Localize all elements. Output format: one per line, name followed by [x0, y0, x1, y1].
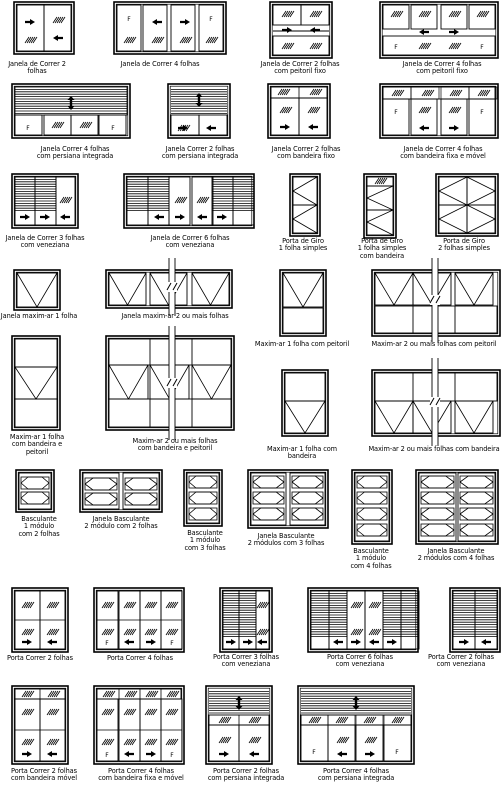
caption-janela-correr-4-peitoril: Janela de Correr 4 folhas com peitoril fixo [402, 60, 482, 76]
porta-correr-6-veneziana [308, 588, 419, 652]
basculante-blade [85, 493, 117, 505]
glass-hatch-icon [249, 717, 261, 723]
janela-correr-4-bandeira [380, 84, 498, 138]
glass-hatch-icon [166, 739, 178, 745]
arrow-left-icon [60, 214, 70, 220]
basculante-2-4 [416, 470, 498, 544]
glass-hatch-icon [145, 602, 157, 608]
glass-hatch-icon [365, 737, 377, 743]
glass-hatch-icon [22, 691, 34, 697]
arrow-left-icon [419, 125, 429, 131]
porta-giro-2 [436, 174, 498, 236]
caption-porta-giro-2: Porta de Giro 2 folhas simples [438, 237, 490, 253]
basculante-blade [189, 476, 217, 488]
glass-hatch-icon [278, 89, 290, 95]
arrow-right-icon [180, 19, 190, 25]
inner-frame [418, 472, 496, 542]
glass-hatch-icon [364, 717, 376, 723]
janela-maxim-ar-1 [14, 270, 60, 310]
arrow-left-icon [197, 214, 207, 220]
basculante-blade [292, 492, 323, 504]
glass-hatch-icon [124, 709, 136, 715]
maxim-ar-opening [455, 401, 493, 433]
caption-maxim-ar-1-bandeira-peitoril: Maxim-ar 1 folha com bandeira e peitoril [9, 433, 65, 456]
fixed-panel-letter: F [170, 752, 174, 759]
caption-porta-correr-6-veneziana: Porta Correr 6 folhas com veneziana [327, 653, 393, 669]
basculante-blade [357, 492, 387, 504]
inner-frame [354, 472, 390, 542]
glass-hatch-icon [53, 17, 65, 23]
glass-hatch-icon [282, 43, 294, 49]
glass-hatch-icon [102, 629, 114, 635]
basculante-blade [292, 508, 323, 520]
glass-hatch-icon [47, 629, 59, 635]
basculante-1-3 [184, 470, 222, 526]
glass-hatch-icon [478, 90, 490, 96]
caption-basculante-2-4: Janela Basculante 2 módulos com 4 folhas [417, 547, 495, 563]
glass-hatch-icon [152, 37, 164, 43]
glass-hatch-icon [449, 11, 461, 17]
caption-basculante-1-4: Basculante 1 módulo com 4 folhas [350, 547, 392, 570]
outer-frame [114, 2, 226, 54]
caption-maxim-ar-2-peitoril: Maxim-ar 2 ou mais folhas com peitoril [371, 340, 497, 348]
glass-hatch-icon [102, 739, 114, 745]
basculante-blade [253, 508, 284, 520]
arrow-left-icon [47, 751, 57, 757]
arrow-right-icon [282, 27, 292, 33]
arrow-left-icon [333, 639, 343, 645]
glass-hatch-icon [309, 717, 321, 723]
glass-hatch-icon [60, 197, 72, 203]
porta-correr-2-veneziana [450, 588, 500, 652]
glass-hatch-icon [145, 739, 157, 745]
glass-hatch-icon [124, 739, 136, 745]
fixed-panel-letter: F [170, 640, 174, 647]
maxim-ar-opening [455, 273, 493, 305]
glass-hatch-icon [102, 602, 114, 608]
glass-hatch-icon [449, 43, 461, 49]
glass-hatch-icon [310, 89, 322, 95]
maxim-ar-opening [283, 273, 323, 307]
glass-hatch-icon [477, 11, 489, 17]
maxim-ar-1-bandeira [282, 370, 328, 436]
basculante-blade [125, 478, 157, 490]
outer-frame [80, 470, 162, 512]
caption-basculante-2-3: Janela Basculante 2 módulos com 3 folhas [247, 532, 325, 548]
glass-hatch-icon [249, 737, 261, 743]
caption-maxim-ar-2: Janela maxim-ar 2 ou mais folhas [121, 312, 229, 320]
janela-correr-2-peitoril [270, 2, 332, 58]
caption-janela-correr-2-bandeira: Janela Correr 2 folhas com bandeira fixo [271, 145, 341, 161]
basculante-blade [421, 476, 454, 488]
arrow-left-icon [369, 639, 379, 645]
janela-correr-2-bandeira [268, 84, 330, 138]
glass-hatch-icon [419, 11, 431, 17]
outer-frame [184, 470, 222, 526]
glass-hatch-icon [375, 178, 387, 184]
inner-frame [16, 272, 58, 308]
arrow-right-icon [175, 214, 185, 220]
glass-hatch-icon [48, 691, 60, 697]
janela-correr-4-peitoril [380, 2, 498, 58]
glass-hatch-icon [166, 602, 178, 608]
porta-correr-4 [94, 588, 184, 652]
porta-correr-2-persiana [206, 686, 272, 764]
arrow-right-icon [219, 751, 229, 757]
caption-basculante-1-2: Basculante 1 módulo com 2 folhas [18, 515, 60, 538]
arrow-right-icon [459, 639, 469, 645]
outer-frame [16, 470, 54, 512]
fixed-panel-letter: F [127, 16, 131, 23]
arrow-down-icon [68, 106, 75, 110]
caption-porta-giro-1-bandeira: Porta de Giro 1 folha simples com bandeira [357, 237, 407, 260]
arrow-left-icon [152, 19, 162, 25]
glass-hatch-icon [22, 709, 34, 715]
caption-porta-correr-4: Porta Correr 4 folhas [107, 654, 173, 662]
arrow-right-icon [146, 639, 156, 645]
arrow-right-icon [25, 19, 35, 25]
basculante-1-4 [352, 470, 392, 544]
caption-porta-correr-4-bandeira: Porta Correr 4 folhas com bandeira fixa e móvel [98, 767, 184, 783]
outer-frame [416, 470, 498, 544]
porta-giro-1 [290, 174, 320, 236]
basculante-blade [21, 477, 49, 489]
glass-hatch-icon [257, 629, 269, 635]
caption-janela-correr-2-persiana: Janela Correr 2 folhas com persiana integrada [161, 145, 239, 161]
fixed-panel-letter: F [394, 109, 398, 116]
glass-hatch-icon [180, 37, 192, 43]
glass-hatch-icon [166, 709, 178, 715]
maxim-ar-opening [109, 365, 148, 399]
glass-hatch-icon [351, 602, 363, 608]
caption-maxim-ar-1-bandeira: Maxim-ar 1 folha com bandeira [267, 445, 337, 461]
basculante-blade [189, 508, 217, 520]
caption-maxim-ar-2-bandeira-peitoril: Maxim-ar 2 ou mais folhas com bandeira e peitoril [132, 437, 218, 453]
glass-hatch-icon [392, 90, 404, 96]
fixed-panel-letter: F [480, 109, 484, 116]
caption-maxim-ar-1: Janela maxim-ar 1 folha [0, 312, 78, 320]
porta-giro-1-bandeira [364, 174, 396, 238]
inner-frame [366, 176, 394, 236]
glass-hatch-icon [146, 691, 158, 697]
arrow-left-icon [124, 751, 134, 757]
arrow-left-icon [124, 639, 134, 645]
glass-hatch-icon [422, 90, 434, 96]
arrow-right-icon [22, 751, 32, 757]
caption-porta-correr-2: Porta Correr 2 folhas [7, 654, 73, 662]
outer-frame [14, 270, 60, 310]
basculante-blade [421, 524, 454, 536]
porta-correr-4-persiana [298, 686, 414, 764]
glass-hatch-icon [419, 43, 431, 49]
janela-correr-4-persiana [12, 84, 130, 138]
caption-porta-correr-4-persiana: Porta Correr 4 folhas com persiana integrada [317, 767, 395, 783]
glass-hatch-icon [392, 717, 404, 723]
porta-correr-3-veneziana [220, 588, 272, 652]
maxim-ar-opening [375, 273, 413, 305]
caption-janela-correr-6-veneziana: Janela de Correr 6 folhas com veneziana [150, 234, 230, 250]
arrow-left-icon [337, 751, 347, 757]
fixed-panel-letter: F [105, 752, 109, 759]
outer-frame [12, 336, 60, 430]
caption-janela-correr-3-veneziana: Janela de Correr 3 folhas com veneziana [5, 234, 85, 250]
fixed-panel-letter: F [111, 125, 115, 132]
glass-hatch-icon [47, 602, 59, 608]
glass-hatch-icon [369, 602, 381, 608]
basculante-blade [421, 492, 454, 504]
glass-hatch-icon [22, 629, 34, 635]
maxim-ar-opening [109, 273, 146, 305]
caption-janela-correr-4: Janela de Correr 4 folhas [120, 60, 200, 68]
fixed-panel-letter: F [26, 125, 30, 132]
arrow-right-icon [217, 214, 227, 220]
glass-hatch-icon [25, 37, 37, 43]
caption-janela-correr-2: Janela de Correr 2 folhas [8, 60, 66, 76]
janela-correr-3-veneziana [12, 174, 78, 228]
arrow-left-icon [249, 751, 259, 757]
caption-porta-correr-3-veneziana: Porta Correr 3 folhas com veneziana [213, 653, 279, 669]
maxim-ar-opening [285, 401, 325, 433]
glass-hatch-icon [219, 737, 231, 743]
arrow-up-icon [196, 93, 203, 97]
basculante-blade [460, 492, 493, 504]
janela-correr-4 [114, 2, 226, 54]
basculante-blade [460, 524, 493, 536]
fixed-panel-letter: F [480, 44, 484, 51]
basculante-blade [253, 492, 284, 504]
fixed-panel-letter: F [209, 16, 213, 23]
maxim-ar-2-bandeira [372, 358, 500, 446]
glass-hatch-icon [52, 122, 64, 128]
glass-hatch-icon [310, 43, 322, 49]
fixed-panel-letter: F [394, 44, 398, 51]
maxim-ar-1-bandeira-peitoril [12, 336, 60, 430]
arrow-left-icon [53, 35, 63, 41]
fixed-panel-letter: F [312, 749, 316, 756]
glass-hatch-icon [145, 629, 157, 635]
caption-basculante-1-3: Basculante 1 módulo com 3 folhas [184, 529, 226, 552]
glass-hatch-icon [124, 629, 136, 635]
arrow-left-icon [481, 639, 491, 645]
arrow-left-icon [154, 214, 164, 220]
basculante-blade [125, 493, 157, 505]
fixed-panel-letter: F [395, 749, 399, 756]
glass-hatch-icon [280, 107, 292, 113]
fixed-panel-letter: F [105, 640, 109, 647]
caption-porta-correr-2-persiana: Porta Correr 2 folhas com persiana integrada [207, 767, 285, 783]
glass-hatch-icon [167, 691, 179, 697]
basculante-blade [421, 508, 454, 520]
basculante-blade [460, 508, 493, 520]
glass-hatch-icon [175, 197, 187, 203]
basculante-2-3 [248, 470, 328, 528]
arrow-right-icon [387, 639, 397, 645]
basculante-blade [357, 524, 387, 536]
arrow-left-icon [47, 639, 57, 645]
inner-frame [284, 372, 326, 434]
glass-hatch-icon [282, 11, 294, 17]
glass-hatch-icon [310, 11, 322, 17]
arrow-right-icon [449, 125, 459, 131]
glass-hatch-icon [257, 602, 269, 608]
porta-correr-2 [12, 588, 68, 652]
glass-hatch-icon [308, 107, 320, 113]
basculante-blade [85, 478, 117, 490]
outer-frame [282, 370, 328, 436]
basculante-blade [21, 492, 49, 504]
arrow-right-icon [146, 751, 156, 757]
arrow-right-icon [280, 124, 290, 130]
glass-hatch-icon [124, 602, 136, 608]
glass-hatch-icon [125, 691, 137, 697]
janela-correr-2 [14, 2, 74, 54]
glass-hatch-icon [369, 629, 381, 635]
arrow-left-icon [206, 125, 216, 131]
glass-hatch-icon [391, 11, 403, 17]
maxim-ar-opening [375, 401, 413, 433]
glass-hatch-icon [449, 107, 461, 113]
glass-hatch-icon [197, 197, 209, 203]
janela-correr-6-veneziana [124, 174, 254, 228]
arrow-left-icon [257, 639, 267, 645]
arrow-right-icon [449, 29, 459, 35]
glass-hatch-icon [22, 739, 34, 745]
arrow-right-icon [22, 639, 32, 645]
glass-hatch-icon [124, 37, 136, 43]
caption-porta-correr-2-bandeira: Porta Correr 2 folhas com bandeira móvel [11, 767, 77, 783]
maxim-ar-2-bandeira-peitoril [106, 326, 234, 440]
caption-janela-correr-2-peitoril: Janela de Correr 2 folhas com peitoril fixo [260, 60, 340, 76]
glass-hatch-icon [337, 737, 349, 743]
maxim-ar-opening [192, 273, 229, 305]
inner-frame [282, 272, 324, 334]
glass-hatch-icon [102, 709, 114, 715]
caption-basculante-2-2: Janela Basculante 2 módulo com 2 folhas [84, 515, 158, 531]
porta-correr-4-bandeira [94, 686, 184, 764]
glass-hatch-icon [206, 37, 218, 43]
caption-janela-correr-4-persiana: Janela Correr 4 folhas com persiana integrada [36, 145, 114, 161]
arrow-right-icon [226, 639, 236, 645]
maxim-ar-1-peitoril [280, 270, 326, 336]
glass-hatch-icon [219, 717, 231, 723]
glass-hatch-icon [103, 691, 115, 697]
arrow-right-icon [365, 751, 375, 757]
glass-hatch-icon [80, 122, 92, 128]
arrow-left-icon [310, 27, 320, 33]
maxim-ar-2-peitoril [372, 258, 500, 342]
caption-maxim-ar-1-peitoril: Maxim-ar 1 folha com peitoril [254, 340, 350, 348]
janela-correr-2-persiana [168, 84, 230, 138]
glass-hatch-icon [419, 107, 431, 113]
arrow-left-icon [308, 124, 318, 130]
glass-hatch-icon [351, 629, 363, 635]
basculante-blade [189, 492, 217, 504]
glass-hatch-icon [336, 717, 348, 723]
porta-correr-2-bandeira [12, 686, 68, 764]
basculante-blade [292, 476, 323, 488]
glass-hatch-icon [450, 90, 462, 96]
caption-janela-correr-4-bandeira: Janela de Correr 4 folhas com bandeira fixa e móvel [400, 145, 486, 161]
basculante-blade [460, 476, 493, 488]
arrow-right-icon [40, 214, 50, 220]
inner-frame [116, 4, 224, 52]
arrow-right-icon [351, 639, 361, 645]
caption-porta-correr-2-veneziana: Porta Correr 2 folhas com veneziana [428, 653, 494, 669]
maxim-ar-opening [17, 273, 57, 307]
glass-hatch-icon [145, 709, 157, 715]
glass-hatch-icon [166, 629, 178, 635]
arrow-right-icon [20, 214, 30, 220]
janela-maxim-ar-2 [106, 258, 232, 316]
caption-maxim-ar-2-bandeira: Maxim-ar 2 ou mais folhas com bandeira [368, 445, 500, 453]
caption-porta-giro-1: Porta de Giro 1 folha simples [278, 237, 328, 253]
glass-hatch-icon [47, 709, 59, 715]
maxim-ar-opening [192, 365, 231, 399]
maxim-ar-opening [15, 367, 57, 399]
glass-hatch-icon [22, 602, 34, 608]
basculante-blade [357, 508, 387, 520]
arrow-right-icon [243, 639, 253, 645]
glass-hatch-icon [47, 739, 59, 745]
basculante-blade [357, 476, 387, 488]
inner-frame [14, 338, 58, 428]
arrow-left-icon [419, 29, 429, 35]
inner-frame [250, 472, 326, 526]
basculante-2-2 [80, 470, 162, 512]
basculante-1-2 [16, 470, 54, 512]
basculante-blade [253, 476, 284, 488]
inner-frame [382, 4, 496, 56]
